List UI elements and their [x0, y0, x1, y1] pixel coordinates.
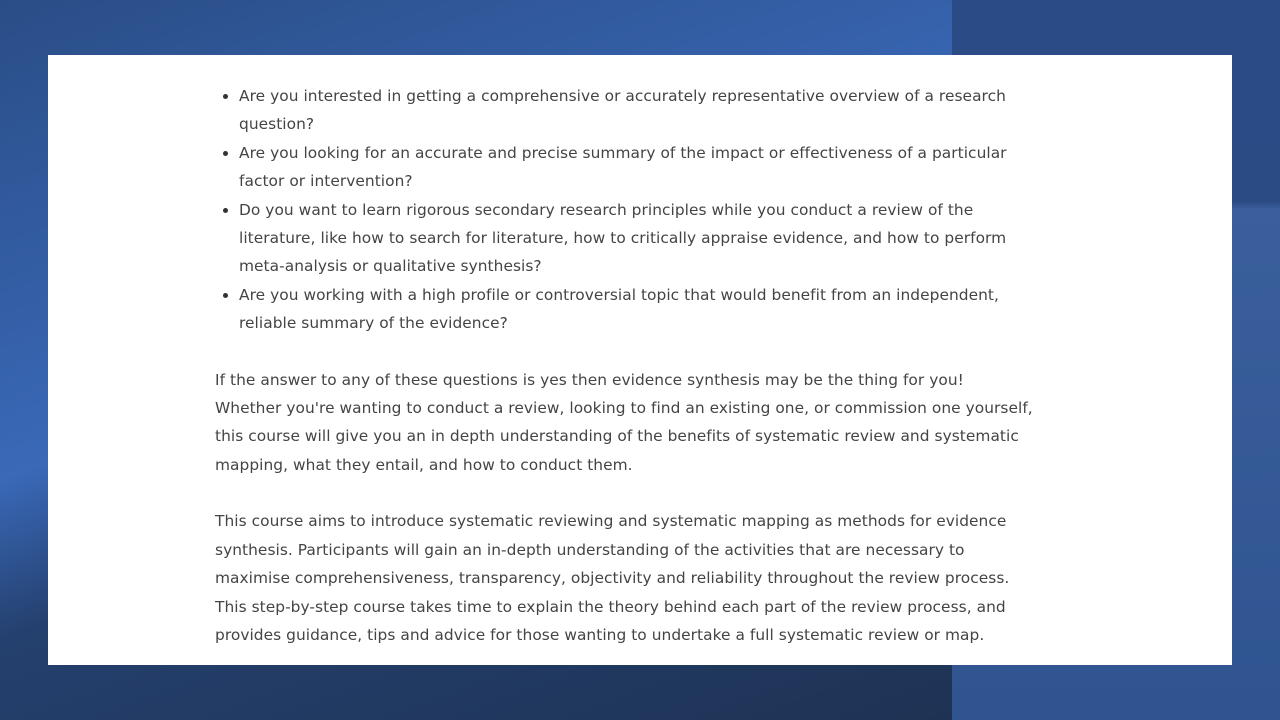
bullet-icon — [223, 208, 228, 213]
question-list — [215, 82, 1035, 338]
course-description — [215, 82, 1035, 649]
course-aims-paragraph: This course aims to introduce systematic reviewing and systematic mapping as methods for evidence synthesis. Participants will gain an in-depth understanding of the activities that are necessary to maximise comprehensiveness, transparency, objectivity and reliability throughout the review process. This step-by-step course takes time to explain the theory behind each part of the review process, and provides guidance, tips and advice for those wanting to undertake a full systematic review or map. — [215, 512, 1010, 644]
bullet-icon — [223, 94, 228, 99]
list-item-text: Do you want to learn rigorous secondary research principles while you conduct a review of the literature, like how to search for literature, how to critically appraise evidence, and how to perform meta-analysis or qualitative synthesis? — [239, 200, 1007, 276]
bullet-icon — [223, 293, 228, 298]
intro-paragraph: If the answer to any of these questions is yes then evidence synthesis may be the thing for you! Whether you're wanting to conduct a review, looking to find an existing one, or commission one yourself, this course will give you an in depth understanding of the benefits of systematic review and systematic mapping, what they entail, and how to conduct them. — [215, 370, 1033, 474]
list-item — [215, 139, 1035, 196]
content-card — [48, 55, 1232, 665]
list-item-text: Are you working with a high profile or controversial topic that would benefit from an independent, reliable summary of the evidence? — [239, 285, 999, 333]
list-item — [215, 281, 1035, 338]
list-item-text: Are you interested in getting a comprehensive or accurately representative overview of a research question? — [239, 87, 1006, 134]
list-item — [215, 196, 1035, 281]
list-item — [215, 82, 1035, 139]
list-item-text: Are you looking for an accurate and precise summary of the impact or effectiveness of a particular factor or intervention? — [239, 143, 1007, 191]
bullet-icon — [223, 151, 228, 156]
